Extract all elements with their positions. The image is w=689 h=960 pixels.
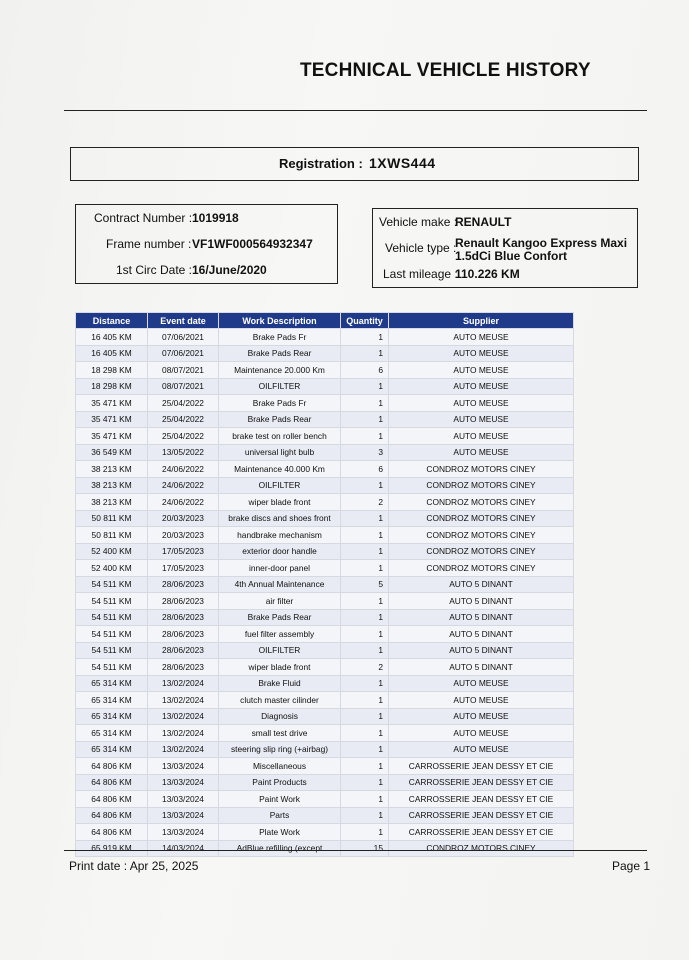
table-row: [76, 461, 574, 478]
distance-cell: 64 806 KM: [76, 807, 148, 824]
work-description-cell: Brake Fluid: [219, 675, 341, 692]
frame-number-value: VF1WF000564932347: [192, 237, 313, 251]
work-description-cell: wiper blade front: [219, 494, 341, 511]
work-description-cell: OILFILTER: [219, 378, 341, 395]
table-row: [76, 345, 574, 362]
quantity-cell: 1: [341, 411, 389, 428]
event-date-cell: 14/03/2024: [148, 840, 219, 857]
event-date-cell: 13/03/2024: [148, 791, 219, 808]
work-description-cell: handbrake mechanism: [219, 527, 341, 544]
table-row: [76, 708, 574, 725]
supplier-cell: AUTO 5 DINANT: [389, 642, 574, 659]
table-row: [76, 411, 574, 428]
event-date-cell: 17/05/2023: [148, 560, 219, 577]
registration-label: Registration :: [279, 156, 363, 171]
vehicle-make-value: RENAULT: [455, 215, 512, 229]
vehicle-history-table: [75, 312, 574, 857]
table-row: [76, 510, 574, 527]
vehicle-type-label: Vehicle type :: [385, 241, 457, 255]
work-description-cell: Paint Products: [219, 774, 341, 791]
col-header-event-date: Event date: [148, 313, 219, 329]
work-description-cell: small test drive: [219, 725, 341, 742]
distance-cell: 35 471 KM: [76, 395, 148, 412]
work-description-cell: AdBlue refilling (except: [219, 840, 341, 857]
work-description-cell: brake discs and shoes front: [219, 510, 341, 527]
col-header-work-description: Work Description: [219, 313, 341, 329]
supplier-cell: AUTO MEUSE: [389, 329, 574, 346]
event-date-cell: 28/06/2023: [148, 593, 219, 610]
supplier-cell: CARROSSERIE JEAN DESSY ET CIE: [389, 758, 574, 775]
event-date-cell: 13/02/2024: [148, 708, 219, 725]
supplier-cell: AUTO 5 DINANT: [389, 593, 574, 610]
distance-cell: 64 806 KM: [76, 758, 148, 775]
document-title: TECHNICAL VEHICLE HISTORY: [300, 60, 591, 81]
event-date-cell: 28/06/2023: [148, 642, 219, 659]
quantity-cell: 2: [341, 659, 389, 676]
table-row: [76, 840, 574, 857]
table-row: [76, 626, 574, 643]
table-row: [76, 675, 574, 692]
quantity-cell: 1: [341, 428, 389, 445]
quantity-cell: 1: [341, 642, 389, 659]
quantity-cell: 1: [341, 791, 389, 808]
quantity-cell: 15: [341, 840, 389, 857]
event-date-cell: 08/07/2021: [148, 378, 219, 395]
event-date-cell: 17/05/2023: [148, 543, 219, 560]
quantity-cell: 1: [341, 675, 389, 692]
quantity-cell: 1: [341, 329, 389, 346]
table-row: [76, 807, 574, 824]
quantity-cell: 6: [341, 461, 389, 478]
distance-cell: 54 511 KM: [76, 593, 148, 610]
event-date-cell: 13/02/2024: [148, 675, 219, 692]
supplier-cell: CONDROZ MOTORS CINEY: [389, 560, 574, 577]
event-date-cell: 25/04/2022: [148, 395, 219, 412]
distance-cell: 54 511 KM: [76, 659, 148, 676]
registration-value: 1XWS444: [369, 155, 436, 171]
work-description-cell: Plate Work: [219, 824, 341, 841]
registration-box: [70, 147, 639, 181]
vehicle-type-value-line2: 1.5dCi Blue Confort: [455, 249, 568, 263]
supplier-cell: AUTO MEUSE: [389, 362, 574, 379]
event-date-cell: 20/03/2023: [148, 510, 219, 527]
event-date-cell: 13/03/2024: [148, 774, 219, 791]
distance-cell: 65 314 KM: [76, 675, 148, 692]
table-row: [76, 725, 574, 742]
quantity-cell: 1: [341, 527, 389, 544]
last-mileage-label: Last mileage :: [383, 267, 458, 281]
work-description-cell: brake test on roller bench: [219, 428, 341, 445]
top-divider: [64, 110, 647, 111]
supplier-cell: AUTO 5 DINANT: [389, 626, 574, 643]
quantity-cell: 1: [341, 395, 389, 412]
work-description-cell: fuel filter assembly: [219, 626, 341, 643]
table-row: [76, 395, 574, 412]
event-date-cell: 28/06/2023: [148, 626, 219, 643]
work-description-cell: Brake Pads Rear: [219, 609, 341, 626]
work-description-cell: Brake Pads Rear: [219, 411, 341, 428]
work-description-cell: Brake Pads Rear: [219, 345, 341, 362]
supplier-cell: CARROSSERIE JEAN DESSY ET CIE: [389, 774, 574, 791]
table-header-row: [76, 313, 574, 329]
event-date-cell: 28/06/2023: [148, 659, 219, 676]
supplier-cell: CONDROZ MOTORS CINEY: [389, 840, 574, 857]
distance-cell: 38 213 KM: [76, 477, 148, 494]
quantity-cell: 1: [341, 378, 389, 395]
quantity-cell: 5: [341, 576, 389, 593]
work-description-cell: Diagnosis: [219, 708, 341, 725]
table-row: [76, 791, 574, 808]
quantity-cell: 1: [341, 807, 389, 824]
event-date-cell: 13/02/2024: [148, 725, 219, 742]
quantity-cell: 1: [341, 345, 389, 362]
table-row: [76, 576, 574, 593]
last-mileage-value: 110.226 KM: [455, 267, 520, 281]
work-description-cell: Maintenance 40.000 Km: [219, 461, 341, 478]
table-row: [76, 758, 574, 775]
table-row: [76, 741, 574, 758]
distance-cell: 18 298 KM: [76, 378, 148, 395]
supplier-cell: AUTO MEUSE: [389, 395, 574, 412]
supplier-cell: AUTO MEUSE: [389, 345, 574, 362]
distance-cell: 54 511 KM: [76, 626, 148, 643]
work-description-cell: air filter: [219, 593, 341, 610]
work-description-cell: clutch master cilinder: [219, 692, 341, 709]
supplier-cell: AUTO 5 DINANT: [389, 609, 574, 626]
supplier-cell: CARROSSERIE JEAN DESSY ET CIE: [389, 791, 574, 808]
supplier-cell: AUTO 5 DINANT: [389, 659, 574, 676]
distance-cell: 52 400 KM: [76, 543, 148, 560]
distance-cell: 65 919 KM: [76, 840, 148, 857]
event-date-cell: 13/03/2024: [148, 824, 219, 841]
event-date-cell: 24/06/2022: [148, 477, 219, 494]
quantity-cell: 1: [341, 543, 389, 560]
event-date-cell: 24/06/2022: [148, 461, 219, 478]
distance-cell: 50 811 KM: [76, 527, 148, 544]
first-circ-label: 1st Circ Date :: [116, 263, 193, 277]
supplier-cell: AUTO MEUSE: [389, 741, 574, 758]
event-date-cell: 28/06/2023: [148, 609, 219, 626]
table-row: [76, 642, 574, 659]
table-row: [76, 378, 574, 395]
bottom-divider: [64, 850, 647, 851]
distance-cell: 54 511 KM: [76, 609, 148, 626]
distance-cell: 38 213 KM: [76, 494, 148, 511]
table-row: [76, 609, 574, 626]
distance-cell: 16 405 KM: [76, 329, 148, 346]
work-description-cell: Brake Pads Fr: [219, 395, 341, 412]
supplier-cell: CONDROZ MOTORS CINEY: [389, 461, 574, 478]
quantity-cell: 1: [341, 609, 389, 626]
supplier-cell: AUTO MEUSE: [389, 428, 574, 445]
table-row: [76, 428, 574, 445]
quantity-cell: 6: [341, 362, 389, 379]
distance-cell: 52 400 KM: [76, 560, 148, 577]
table-row: [76, 477, 574, 494]
contract-info-box: [75, 204, 338, 284]
supplier-cell: AUTO 5 DINANT: [389, 576, 574, 593]
distance-cell: 16 405 KM: [76, 345, 148, 362]
event-date-cell: 07/06/2021: [148, 345, 219, 362]
col-header-supplier: Supplier: [389, 313, 574, 329]
supplier-cell: AUTO MEUSE: [389, 692, 574, 709]
work-description-cell: Miscellaneous: [219, 758, 341, 775]
event-date-cell: 13/02/2024: [148, 741, 219, 758]
contract-number-value: 1019918: [192, 211, 239, 225]
distance-cell: 65 314 KM: [76, 725, 148, 742]
work-description-cell: Parts: [219, 807, 341, 824]
event-date-cell: 25/04/2022: [148, 428, 219, 445]
quantity-cell: 1: [341, 708, 389, 725]
table-row: [76, 659, 574, 676]
supplier-cell: CONDROZ MOTORS CINEY: [389, 477, 574, 494]
event-date-cell: 08/07/2021: [148, 362, 219, 379]
event-date-cell: 20/03/2023: [148, 527, 219, 544]
vehicle-make-label: Vehicle make :: [379, 215, 458, 229]
table-row: [76, 560, 574, 577]
event-date-cell: 13/03/2024: [148, 807, 219, 824]
quantity-cell: 1: [341, 824, 389, 841]
first-circ-value: 16/June/2020: [192, 263, 267, 277]
distance-cell: 64 806 KM: [76, 774, 148, 791]
quantity-cell: 1: [341, 758, 389, 775]
supplier-cell: CONDROZ MOTORS CINEY: [389, 543, 574, 560]
distance-cell: 18 298 KM: [76, 362, 148, 379]
distance-cell: 64 806 KM: [76, 791, 148, 808]
distance-cell: 50 811 KM: [76, 510, 148, 527]
col-header-quantity: Quantity: [341, 313, 389, 329]
distance-cell: 35 471 KM: [76, 411, 148, 428]
supplier-cell: AUTO MEUSE: [389, 708, 574, 725]
quantity-cell: 1: [341, 741, 389, 758]
table-row: [76, 692, 574, 709]
distance-cell: 65 314 KM: [76, 708, 148, 725]
event-date-cell: 13/05/2022: [148, 444, 219, 461]
quantity-cell: 1: [341, 725, 389, 742]
table-row: [76, 362, 574, 379]
quantity-cell: 1: [341, 593, 389, 610]
quantity-cell: 1: [341, 774, 389, 791]
work-description-cell: OILFILTER: [219, 642, 341, 659]
distance-cell: 54 511 KM: [76, 642, 148, 659]
supplier-cell: AUTO MEUSE: [389, 725, 574, 742]
table-row: [76, 543, 574, 560]
work-description-cell: inner-door panel: [219, 560, 341, 577]
page-number: Page 1: [612, 859, 651, 873]
work-description-cell: universal light bulb: [219, 444, 341, 461]
table-row: [76, 444, 574, 461]
supplier-cell: CONDROZ MOTORS CINEY: [389, 527, 574, 544]
event-date-cell: 13/03/2024: [148, 758, 219, 775]
distance-cell: 65 314 KM: [76, 741, 148, 758]
quantity-cell: 3: [341, 444, 389, 461]
table-row: [76, 494, 574, 511]
supplier-cell: CONDROZ MOTORS CINEY: [389, 510, 574, 527]
event-date-cell: 24/06/2022: [148, 494, 219, 511]
vehicle-type-value-line1: Renault Kangoo Express Maxi: [455, 236, 628, 250]
work-description-cell: wiper blade front: [219, 659, 341, 676]
supplier-cell: AUTO MEUSE: [389, 675, 574, 692]
work-description-cell: 4th Annual Maintenance: [219, 576, 341, 593]
work-description-cell: exterior door handle: [219, 543, 341, 560]
quantity-cell: 1: [341, 477, 389, 494]
quantity-cell: 1: [341, 626, 389, 643]
frame-number-label: Frame number :: [106, 237, 192, 251]
work-description-cell: Brake Pads Fr: [219, 329, 341, 346]
distance-cell: 36 549 KM: [76, 444, 148, 461]
table-row: [76, 824, 574, 841]
quantity-cell: 1: [341, 692, 389, 709]
supplier-cell: CONDROZ MOTORS CINEY: [389, 494, 574, 511]
event-date-cell: 25/04/2022: [148, 411, 219, 428]
supplier-cell: AUTO MEUSE: [389, 378, 574, 395]
table-row: [76, 329, 574, 346]
work-description-cell: steering slip ring (+airbag): [219, 741, 341, 758]
supplier-cell: CARROSSERIE JEAN DESSY ET CIE: [389, 807, 574, 824]
quantity-cell: 1: [341, 560, 389, 577]
quantity-cell: 1: [341, 510, 389, 527]
work-description-cell: Maintenance 20.000 Km: [219, 362, 341, 379]
event-date-cell: 07/06/2021: [148, 329, 219, 346]
supplier-cell: AUTO MEUSE: [389, 444, 574, 461]
print-date: Print date : Apr 25, 2025: [69, 859, 199, 873]
distance-cell: 35 471 KM: [76, 428, 148, 445]
supplier-cell: CARROSSERIE JEAN DESSY ET CIE: [389, 824, 574, 841]
vehicle-info-box: [372, 208, 638, 288]
event-date-cell: 13/02/2024: [148, 692, 219, 709]
table-row: [76, 774, 574, 791]
work-description-cell: Paint Work: [219, 791, 341, 808]
distance-cell: 65 314 KM: [76, 692, 148, 709]
contract-number-label: Contract Number :: [94, 211, 193, 225]
supplier-cell: AUTO MEUSE: [389, 411, 574, 428]
table-row: [76, 593, 574, 610]
table-row: [76, 527, 574, 544]
event-date-cell: 28/06/2023: [148, 576, 219, 593]
quantity-cell: 2: [341, 494, 389, 511]
distance-cell: 38 213 KM: [76, 461, 148, 478]
col-header-distance: Distance: [76, 313, 148, 329]
distance-cell: 64 806 KM: [76, 824, 148, 841]
work-description-cell: OILFILTER: [219, 477, 341, 494]
distance-cell: 54 511 KM: [76, 576, 148, 593]
